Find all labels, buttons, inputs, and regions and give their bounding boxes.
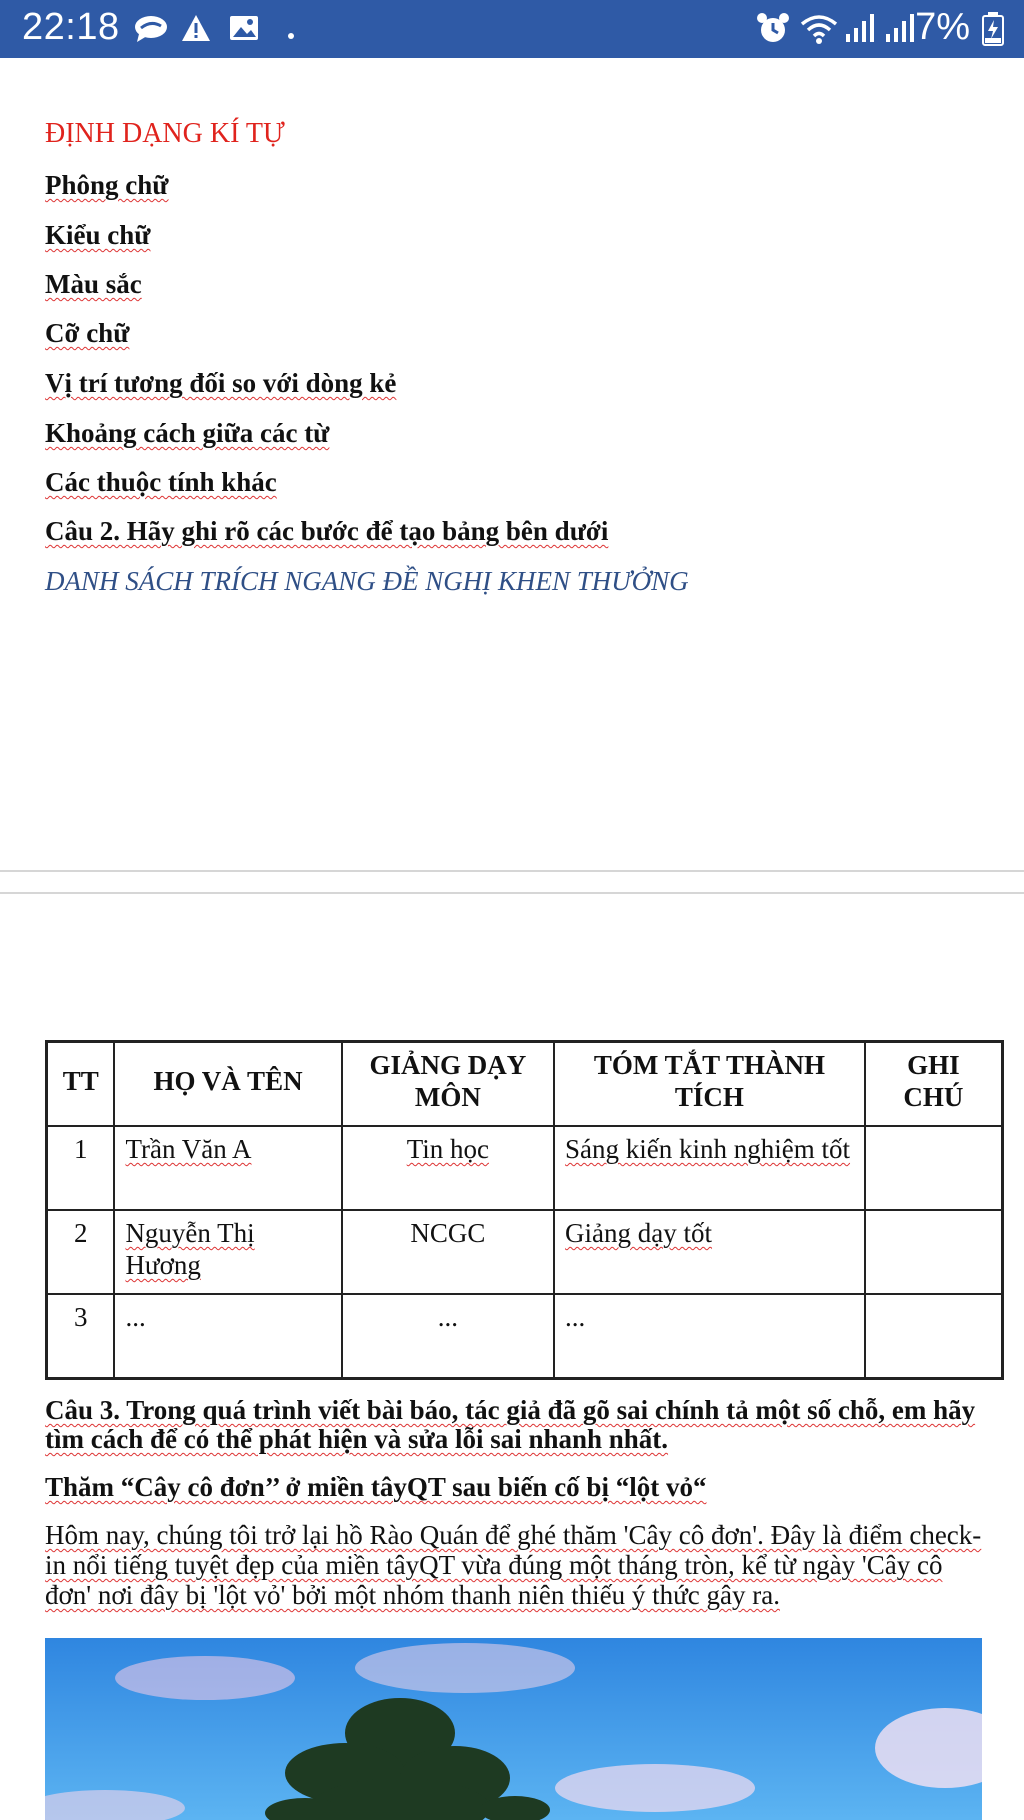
- warning-icon: [180, 12, 212, 49]
- battery-icon: [982, 12, 1004, 51]
- table-cell: [865, 1126, 1003, 1210]
- chat-bubble-icon: [133, 12, 169, 49]
- table-header: TT: [47, 1042, 115, 1127]
- table-cell: Giảng dạy tốt: [554, 1210, 865, 1294]
- article-title: Thăm “Cây cô đơn’’ ở miền tâyQT sau biến cố bị “lột vỏ“: [45, 1472, 707, 1502]
- status-time: 22:18: [22, 6, 120, 48]
- document-page-2: [0, 894, 1024, 1820]
- alarm-icon: [756, 12, 790, 51]
- table-cell: 2: [47, 1210, 115, 1294]
- question-2: Câu 2. Hãy ghi rõ các bước để tạo bảng bên dưới: [45, 516, 609, 546]
- table-cell: ...: [554, 1294, 865, 1379]
- table-cell: Nguyễn Thị Hương: [114, 1210, 341, 1294]
- table-header-row: [47, 1042, 1003, 1127]
- image-icon: [228, 12, 260, 49]
- award-table: [45, 1040, 1004, 1380]
- list-item: Màu sắc: [45, 269, 142, 299]
- table-cell: Sáng kiến kinh nghiệm tốt: [554, 1126, 865, 1210]
- table-cell: ...: [114, 1294, 341, 1379]
- table-cell: 1: [47, 1126, 115, 1210]
- document-page-1: [0, 58, 1024, 870]
- question-3: Câu 3. Trong quá trình viết bài báo, tác giả đã gõ sai chính tả một số chỗ, em hãy tìm cách để có thể phát hiện và sửa lỗi sai nhanh nhất.: [45, 1395, 976, 1454]
- table-cell: [865, 1294, 1003, 1379]
- table-cell: NCGC: [342, 1210, 554, 1294]
- signal-icon: [844, 12, 876, 49]
- status-bar: [0, 0, 1024, 58]
- table-header: GIẢNG DẠY MÔN: [342, 1042, 554, 1127]
- table-cell: [865, 1210, 1003, 1294]
- list-item: Kiểu chữ: [45, 220, 151, 250]
- table-row: [47, 1126, 1003, 1210]
- list-item: Vị trí tương đối so với dòng kẻ: [45, 368, 397, 398]
- article-photo: [45, 1638, 982, 1820]
- article-body: Hôm nay, chúng tôi trở lại hồ Rào Quán để ghé thăm 'Cây cô đơn'. Đây là điểm check-in nổi tiếng tuyệt đẹp của miền tâyQT vừa đúng một tháng tròn, kể từ ngày 'Cây cô đơn' nơi đây bị 'lột vỏ' bởi một nhóm thanh niên thiếu ý thức gây ra.: [45, 1520, 982, 1610]
- list-item: Cỡ chữ: [45, 318, 130, 348]
- dot-icon: [288, 26, 294, 44]
- table-header: GHI CHÚ: [865, 1042, 1003, 1127]
- signal-icon: [884, 12, 916, 49]
- list-title: DANH SÁCH TRÍCH NGANG ĐỀ NGHỊ KHEN THƯỞNG: [45, 566, 689, 596]
- wifi-icon: [800, 12, 838, 51]
- table-cell: 3: [47, 1294, 115, 1379]
- list-item: Khoảng cách giữa các từ: [45, 418, 330, 448]
- table-cell: Tin học: [342, 1126, 554, 1210]
- table-cell: ...: [342, 1294, 554, 1379]
- table-header: TÓM TẮT THÀNH TÍCH: [554, 1042, 865, 1127]
- battery-percent: 7%: [915, 6, 970, 48]
- section-heading: ĐỊNH DẠNG KÍ TỰ: [45, 118, 285, 149]
- table-row: [47, 1210, 1003, 1294]
- table-header: HỌ VÀ TÊN: [114, 1042, 341, 1127]
- list-item: Các thuộc tính khác: [45, 467, 277, 497]
- table-cell: Trần Văn A: [114, 1126, 341, 1210]
- page-break: [0, 870, 1024, 894]
- table-row: [47, 1294, 1003, 1379]
- list-item: Phông chữ: [45, 170, 169, 200]
